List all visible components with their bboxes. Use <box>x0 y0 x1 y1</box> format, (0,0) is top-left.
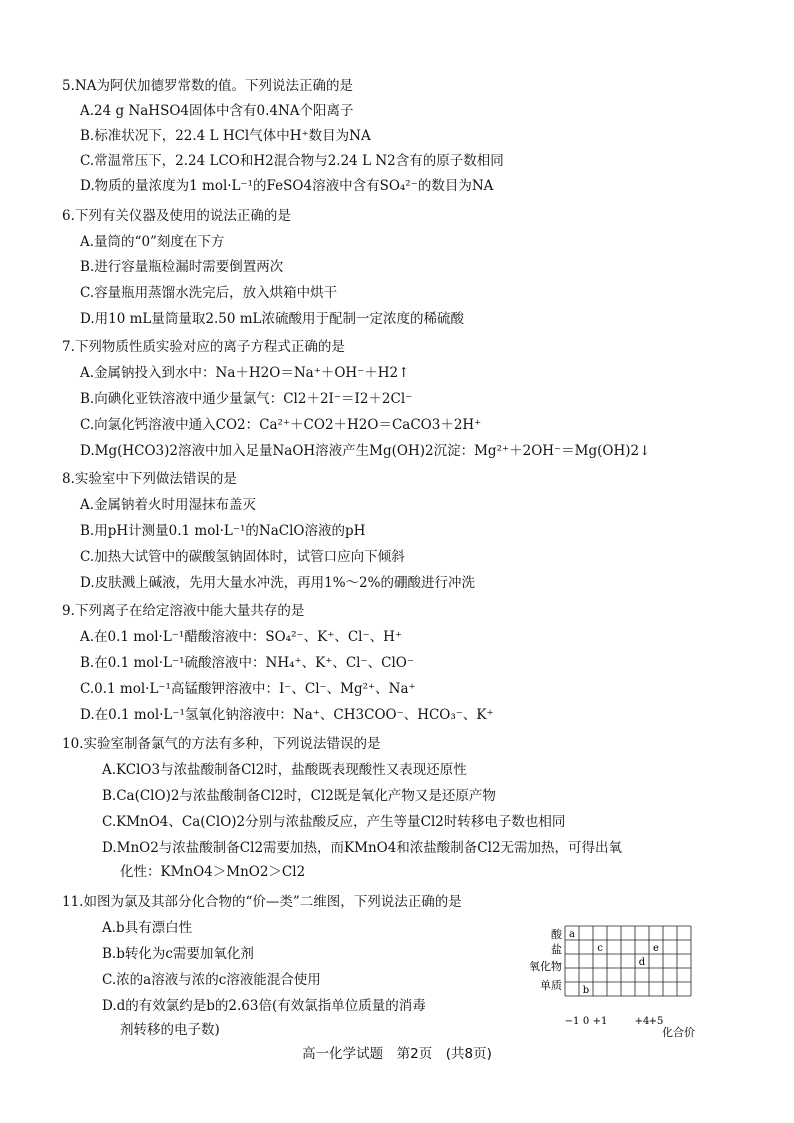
question-8-option-b: B.用pH计测量0.1 mol·L⁻¹的NaClO溶液的pH <box>80 523 366 539</box>
question-11-option-a: A.b具有漂白性 <box>102 920 193 936</box>
question-7-stem: 7.下列物质性质实验对应的离子方程式正确的是 <box>62 339 345 355</box>
valence-class-chart <box>515 918 715 1048</box>
question-9-option-b: B.在0.1 mol·L⁻¹硫酸溶液中：NH₄⁺、K⁺、Cl⁻、ClO⁻ <box>80 655 414 671</box>
question-10-option-b: B.Ca(ClO)2与浓盐酸制备Cl2时，Cl2既是氧化产物又是还原产物 <box>102 788 496 804</box>
y-category-label: 氧化物 <box>529 960 562 973</box>
page-footer: 高一化学试题 第2页 (共8页) <box>302 1046 492 1062</box>
question-6-option-b: B.进行容量瓶检漏时需要倒置两次 <box>80 259 284 275</box>
question-5-option-b: B.标准状况下，22.4 L HCl气体中H⁺数目为NA <box>80 128 371 144</box>
question-9-stem: 9.下列离子在给定溶液中能大量共存的是 <box>62 603 305 619</box>
question-9-option-a: A.在0.1 mol·L⁻¹醋酸溶液中：SO₄²⁻、K⁺、Cl⁻、H⁺ <box>80 629 402 645</box>
question-7-option-a: A.金属钠投入到水中：Na＋H2O＝Na⁺＋OH⁻＋H2↑ <box>80 365 410 381</box>
point-label-a: a <box>569 929 575 940</box>
question-11-option-d: D.d的有效氯约是b的2.63倍(有效氯指单位质量的消毒 <box>102 998 426 1014</box>
question-10-option-c: C.KMnO4、Ca(ClO)2分别与浓盐酸反应，产生等量Cl2时转移电子数也相同 <box>102 814 566 830</box>
question-6-option-c: C.容量瓶用蒸馏水洗完后，放入烘箱中烘干 <box>80 285 338 301</box>
question-7-option-c: C.向氯化钙溶液中通入CO2：Ca²⁺＋CO2＋H2O＝CaCO3＋2H⁺ <box>80 417 482 433</box>
question-6-option-d: D.用10 mL量筒量取2.50 mL浓硫酸用于配制一定浓度的稀硫酸 <box>80 311 464 327</box>
question-9-option-d: D.在0.1 mol·L⁻¹氢氧化钠溶液中：Na⁺、CH3COO⁻、HCO₃⁻、K⁺ <box>80 707 494 723</box>
question-8-option-a: A.金属钠着火时用湿抹布盖灭 <box>80 497 257 513</box>
question-6-option-a: A.量筒的“0”刻度在下方 <box>80 234 225 250</box>
question-8-option-c: C.加热大试管中的碳酸氢钠固体时，试管口应向下倾斜 <box>80 549 405 565</box>
question-10-option-d: D.MnO2与浓盐酸制备Cl2需要加热，而KMnO4和浓盐酸制备Cl2无需加热，可得出氧 <box>102 840 623 856</box>
valence-class-chart-svg <box>515 918 715 1048</box>
question-10-option-d-continued: 化性：KMnO4＞MnO2＞Cl2 <box>120 864 306 880</box>
y-category-label: 单质 <box>540 979 562 992</box>
question-6-stem: 6.下列有关仪器及使用的说法正确的是 <box>62 208 291 224</box>
point-label-d: d <box>638 957 646 968</box>
question-11-option-c: C.浓的a溶液与浓的c溶液能混合使用 <box>102 972 321 988</box>
question-5-option-c: C.常温常压下，2.24 LCO和H2混合物与2.24 L N2含有的原子数相同 <box>80 153 504 169</box>
question-8-option-d: D.皮肤溅上碱液，先用大量水冲洗，再用1%～2%的硼酸进行冲洗 <box>80 575 475 591</box>
question-11-option-b: B.b转化为c需要加氧化剂 <box>102 946 254 962</box>
point-label-c: c <box>597 943 603 954</box>
question-8-stem: 8.实验室中下列做法错误的是 <box>62 471 237 487</box>
y-category-label: 酸 <box>551 928 562 941</box>
question-5-stem: 5.NA为阿伏加德罗常数的值。下列说法正确的是 <box>62 78 353 94</box>
x-tick-label: 0 <box>582 1016 590 1027</box>
y-category-label: 盐 <box>551 943 562 956</box>
question-9-option-c: C.0.1 mol·L⁻¹高锰酸钾溶液中：I⁻、Cl⁻、Mg²⁺、Na⁺ <box>80 681 416 697</box>
question-5-option-d: D.物质的量浓度为1 mol·L⁻¹的FeSO4溶液中含有SO₄²⁻的数目为NA <box>80 178 494 194</box>
question-7-option-b: B.向碘化亚铁溶液中通少量氯气：Cl2＋2I⁻＝I2＋2Cl⁻ <box>80 391 413 407</box>
point-label-b: b <box>582 985 590 996</box>
question-11-stem: 11.如图为氯及其部分化合物的“价—类”二维图，下列说法正确的是 <box>62 894 462 910</box>
x-tick-label: +4 <box>634 1016 650 1027</box>
x-tick-label: −1 <box>564 1016 580 1027</box>
x-axis-label: 化合价 <box>662 1026 695 1039</box>
x-tick-label: +5 <box>648 1016 664 1027</box>
question-10-stem: 10.实验室制备氯气的方法有多种，下列说法错误的是 <box>62 736 381 752</box>
x-tick-label: +1 <box>592 1016 608 1027</box>
question-7-option-d: D.Mg(HCO3)2溶液中加入足量NaOH溶液产生Mg(OH)2沉淀：Mg²⁺＋2OH⁻＝Mg(OH)2↓ <box>80 443 651 459</box>
question-11-option-d-continued: 剂转移的电子数) <box>120 1022 220 1038</box>
question-5-option-a: A.24 g NaHSO4固体中含有0.4NA个阳离子 <box>80 103 354 119</box>
point-label-e: e <box>653 943 659 954</box>
question-10-option-a: A.KClO3与浓盐酸制备Cl2时，盐酸既表现酸性又表现还原性 <box>102 762 467 778</box>
